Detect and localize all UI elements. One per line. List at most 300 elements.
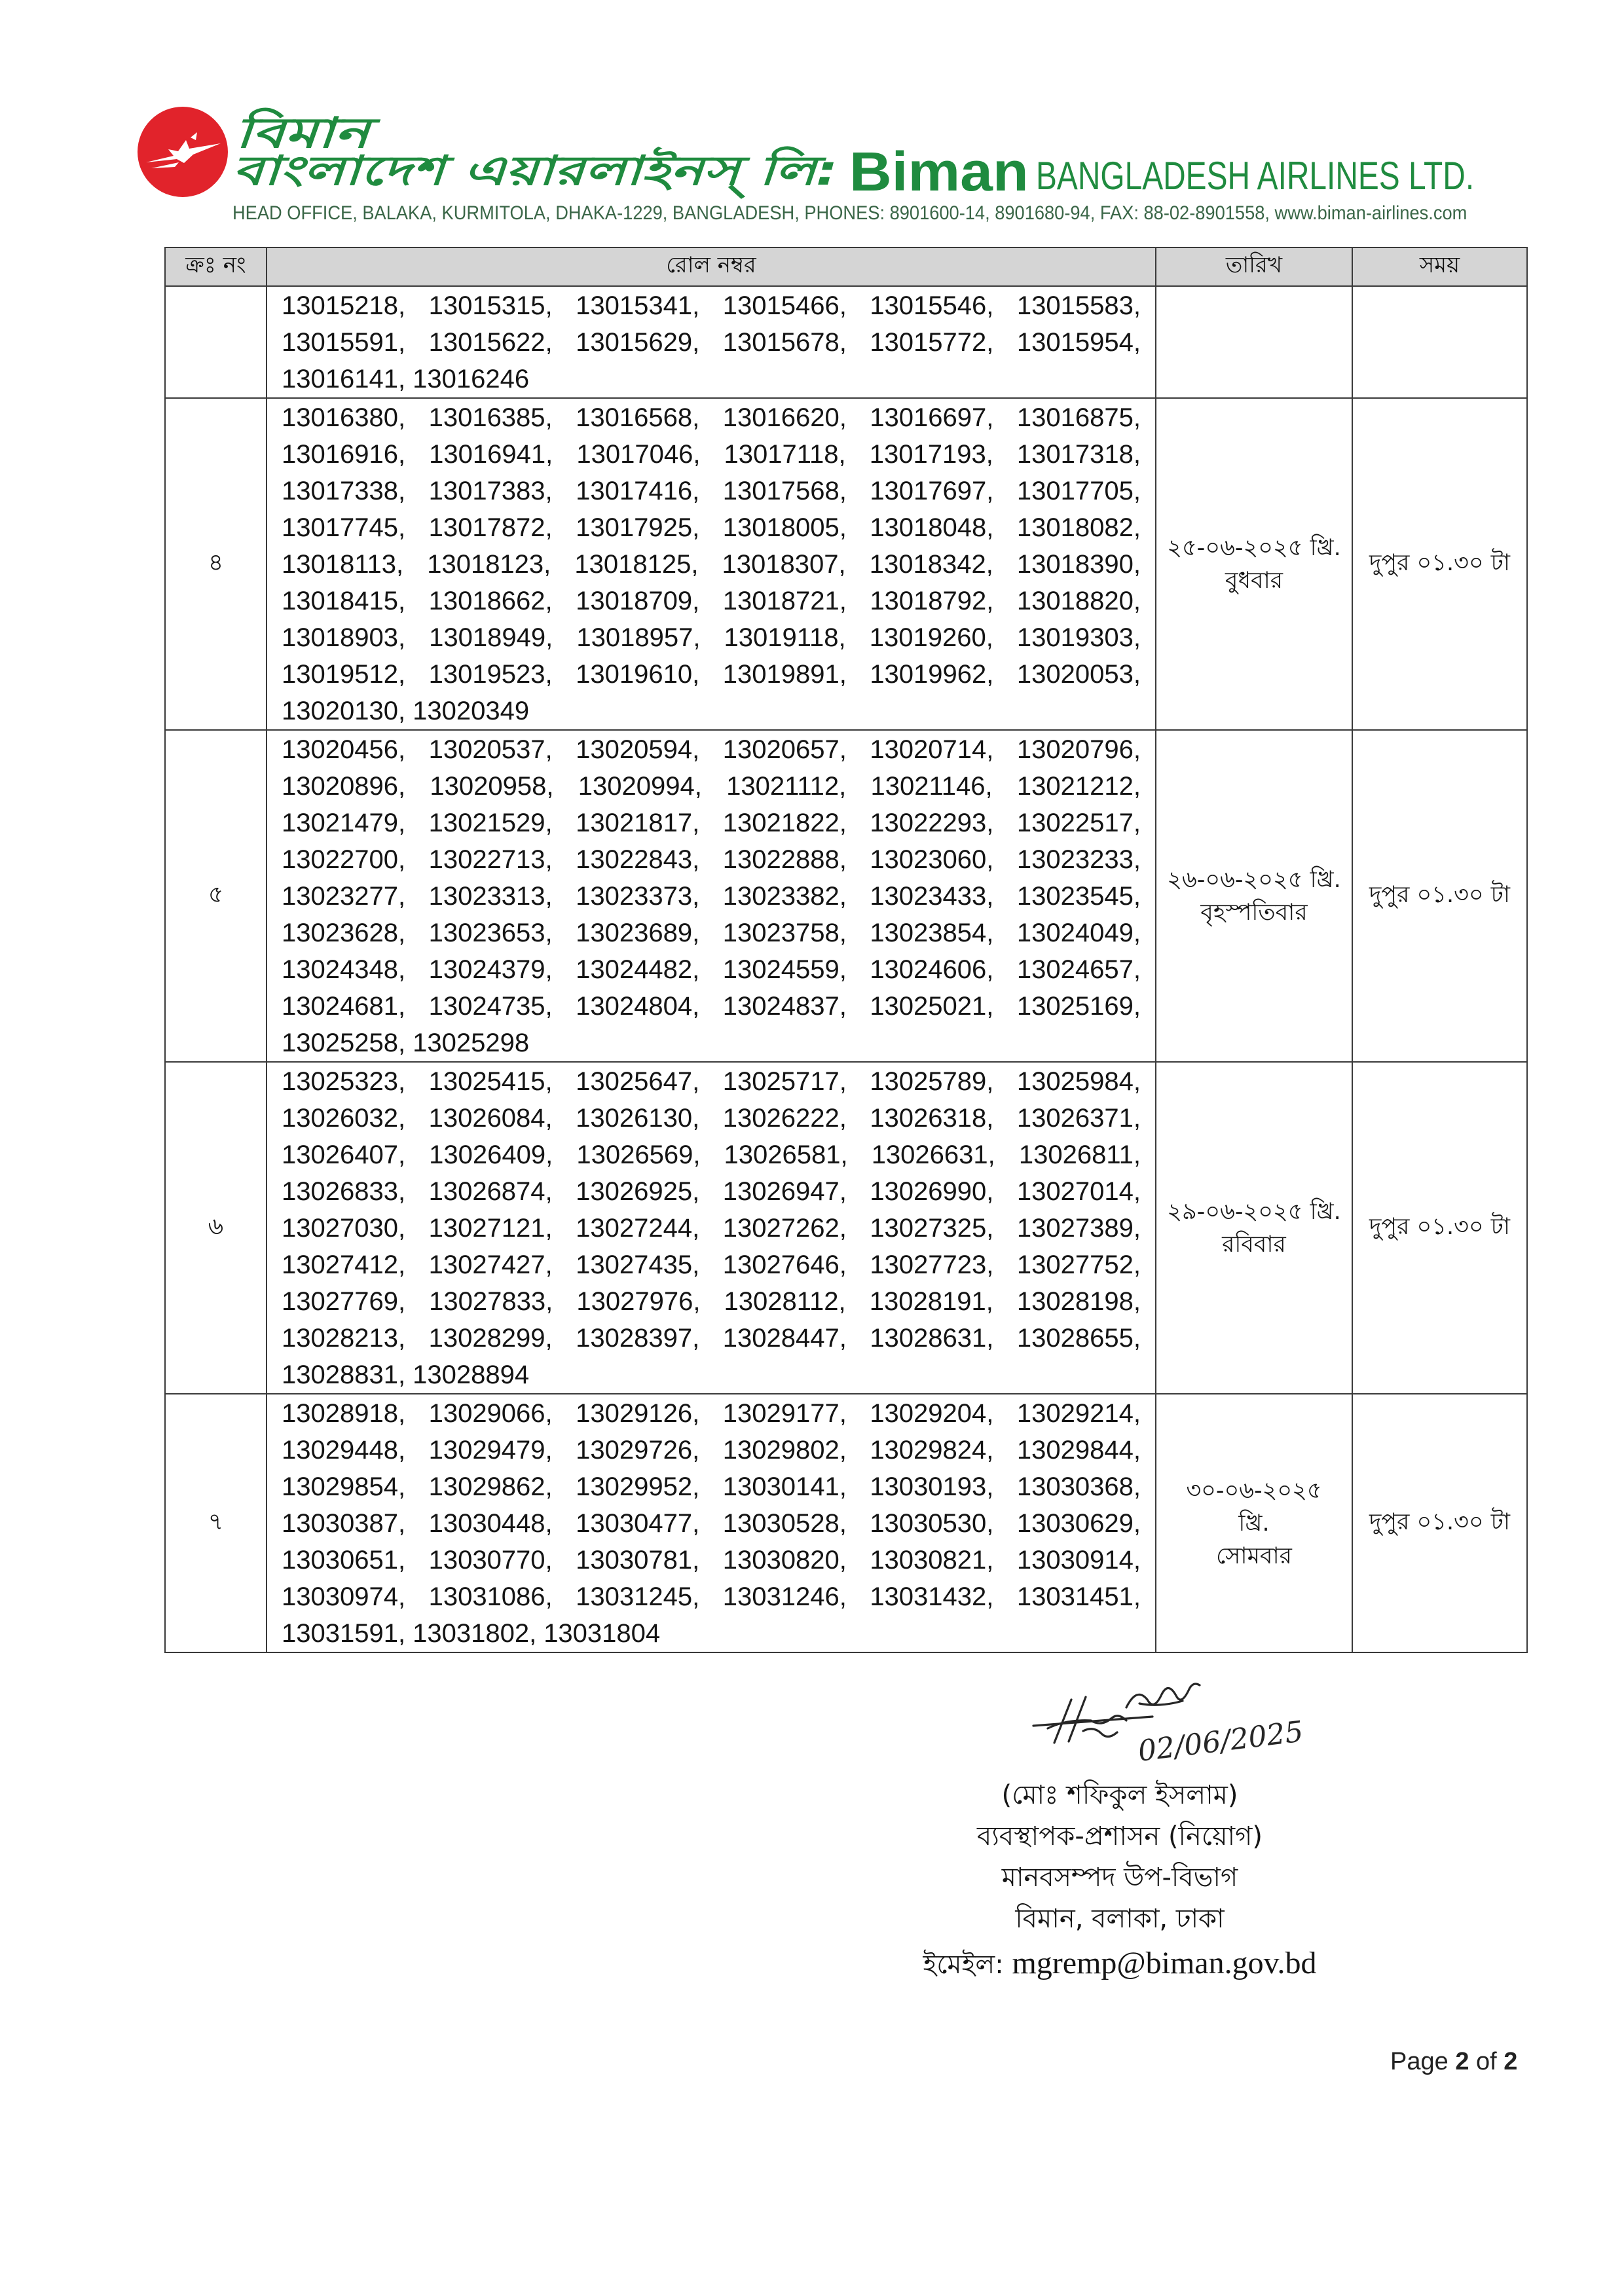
date-line [1156, 1195, 1352, 1228]
roll-line [282, 1615, 1141, 1652]
roll-number: 13028918 , [282, 1395, 405, 1432]
roll-number: 13027646 , [723, 1247, 847, 1283]
roll-number: 13018949 , [429, 619, 553, 656]
roll-number: 13025298 [413, 1029, 530, 1057]
roll-number: 13016380 , [282, 399, 405, 436]
roll-line [282, 546, 1141, 583]
roll-number: 13015315 , [429, 287, 553, 324]
roll-line [282, 583, 1141, 619]
roll-line [282, 731, 1141, 768]
roll-list-cell [267, 286, 1156, 398]
roll-number: 13031802 , [413, 1615, 536, 1652]
roll-line [282, 915, 1141, 951]
exam-day: বৃহস্পতিবার [1200, 899, 1308, 926]
roll-list-cell [267, 1394, 1156, 1652]
roll-number: 13027030 , [282, 1210, 405, 1247]
serial-cell [165, 286, 267, 398]
roll-number: 13017046 , [576, 436, 700, 473]
roll-number: 13026032 , [282, 1100, 405, 1137]
roll-number: 13024379 , [429, 951, 553, 988]
roll-number: 13018113 , [282, 546, 403, 583]
roll-number: 13019891 , [723, 656, 847, 693]
roll-number: 13028631 , [870, 1320, 993, 1357]
roll-line [282, 768, 1141, 805]
roll-number: 13027435 , [576, 1247, 699, 1283]
roll-number: 13022700 , [282, 841, 405, 878]
roll-list-cell [267, 1062, 1156, 1394]
roll-number: 13016941 , [429, 436, 553, 473]
roll-number: 13020657 , [723, 731, 847, 768]
roll-number: 13029862 , [429, 1468, 553, 1505]
roll-number: 13015622 , [429, 324, 553, 361]
roll-number: 13027412 , [282, 1247, 405, 1283]
handwritten-signature [1028, 1677, 1316, 1776]
roll-number: 13021822 , [723, 805, 847, 841]
roll-number: 13030770 , [429, 1542, 553, 1578]
roll-number: 13025323 , [282, 1063, 405, 1100]
signatory-block [877, 1775, 1362, 1988]
serial-cell: ৬ [165, 1062, 267, 1394]
roll-line [282, 841, 1141, 878]
roll-number: 13030448 , [429, 1505, 553, 1542]
roll-line [282, 436, 1141, 473]
roll-number: 13027262 , [723, 1210, 847, 1247]
roll-number: 13028112 , [724, 1283, 846, 1320]
roll-number: 13016697 , [870, 399, 993, 436]
roll-number: 13029824 , [870, 1432, 993, 1468]
roll-number: 13018125 , [574, 546, 698, 583]
roll-number: 13026990 , [870, 1173, 993, 1210]
roll-number: 13024482 , [576, 951, 699, 988]
roll-number: 13021817 , [576, 805, 699, 841]
roll-number: 13020994 , [578, 768, 702, 805]
roll-line [282, 1100, 1141, 1137]
roll-number: 13017318 , [1017, 436, 1141, 473]
table-row [165, 730, 1527, 1062]
roll-number: 13029126 , [576, 1395, 699, 1432]
roll-number: 13030821 , [870, 1542, 993, 1578]
roll-number: 13016875 , [1017, 399, 1141, 436]
roll-number: 13020958 , [430, 768, 553, 805]
roll-line [282, 1173, 1141, 1210]
roll-number: 13023628 , [282, 915, 405, 951]
exam-schedule-table [164, 247, 1528, 1653]
roll-number: 13018048 , [870, 509, 993, 546]
roll-line [282, 619, 1141, 656]
roll-number: 13019260 , [870, 619, 993, 656]
roll-number: 13018709 , [576, 583, 699, 619]
signatory-designation: ব্যবস্থাপক-প্রশাসন (নিয়োগ) [977, 1821, 1263, 1851]
logo-bengali-wordmark: বিমান [235, 109, 369, 158]
roll-number: 13024559 , [723, 951, 847, 988]
roll-number: 13030193 , [870, 1468, 993, 1505]
table-row [165, 398, 1527, 730]
roll-number: 13015591 , [282, 324, 405, 361]
roll-line [282, 1357, 1141, 1393]
date-cell [1156, 1394, 1352, 1652]
exam-date-era: খ্রি. [1310, 534, 1341, 561]
exam-date: ৩০-০৬-২০২৫ [1186, 1477, 1322, 1504]
roll-number: 13017193 , [870, 436, 993, 473]
roll-number: 13030530 , [870, 1505, 993, 1542]
roll-line [282, 1210, 1141, 1247]
roll-number: 13017416 , [576, 473, 699, 509]
biman-logo-icon [137, 106, 229, 198]
roll-number: 13027769 , [282, 1283, 405, 1320]
exam-date: ২৬-০৬-২০২৫ [1167, 866, 1303, 893]
roll-number: 13022713 , [429, 841, 553, 878]
roll-number: 13024049 , [1017, 915, 1141, 951]
roll-number: 13020796 , [1017, 731, 1141, 768]
roll-number: 13016141 , [282, 361, 405, 397]
time-cell: দুপুর ০১.৩০ টা [1352, 1394, 1527, 1652]
signatory-email-line [877, 1940, 1362, 1988]
exam-date: ২৯-০৬-২০২৫ [1167, 1198, 1303, 1225]
roll-number: 13017925 , [576, 509, 699, 546]
signature-date: 02/06/2025 [1136, 1715, 1306, 1768]
signatory-name: (মোঃ শফিকুল ইসলাম) [1001, 1780, 1238, 1810]
roll-number: 13026130 , [576, 1100, 699, 1137]
roll-number: 13029204 , [870, 1395, 993, 1432]
roll-number: 13017118 , [724, 436, 846, 473]
roll-number: 13025169 , [1017, 988, 1141, 1025]
roll-line [282, 1468, 1141, 1505]
roll-line [282, 509, 1141, 546]
roll-number: 13031451 , [1017, 1578, 1141, 1615]
roll-number: 13021529 , [429, 805, 553, 841]
roll-number: 13027389 , [1017, 1210, 1141, 1247]
roll-number: 13024681 , [282, 988, 405, 1025]
roll-number: 13016916 , [282, 436, 405, 473]
roll-line [282, 878, 1141, 915]
page-number [1390, 2049, 1517, 2074]
roll-number: 13030974 , [282, 1578, 405, 1615]
company-name-bengali: বাংলাদেশ এয়ারলাইনস্ লি: [232, 147, 838, 194]
roll-number: 13027325 , [870, 1210, 993, 1247]
head-office-address: HEAD OFFICE, BALAKA, KURMITOLA, DHAKA-1229, BANGLADESH, PHONES: 8901600-14, 8901680-94, FAX: 88-02-8901558, www.biman-airlines.com [232, 202, 1467, 224]
roll-number: 13030781 , [576, 1542, 699, 1578]
roll-number: 13028447 , [723, 1320, 847, 1357]
roll-number: 13030629 , [1017, 1505, 1141, 1542]
roll-number: 13029952 , [576, 1468, 699, 1505]
roll-number: 13023060 , [870, 841, 993, 878]
roll-number: 13023277 , [282, 878, 405, 915]
roll-number: 13017705 , [1017, 473, 1141, 509]
roll-number: 13018820 , [1017, 583, 1141, 619]
roll-number: 13015954 , [1017, 324, 1141, 361]
roll-number: 13029479 , [429, 1432, 553, 1468]
roll-number: 13023382 , [723, 878, 847, 915]
roll-number: 13017872 , [429, 509, 553, 546]
serial-cell: ৭ [165, 1394, 267, 1652]
roll-number: 13029066 , [429, 1395, 553, 1432]
roll-number: 13018903 , [282, 619, 405, 656]
roll-number: 13030914 , [1017, 1542, 1141, 1578]
roll-number: 13026407 , [282, 1137, 405, 1173]
table-header-row [165, 247, 1527, 286]
of-word: of [1476, 2048, 1497, 2075]
roll-number: 13029177 , [723, 1395, 847, 1432]
roll-number: 13015466 , [723, 287, 847, 324]
roll-number: 13015629 , [576, 324, 699, 361]
roll-number: 13021112 , [726, 768, 846, 805]
roll-line [282, 1578, 1141, 1615]
roll-number: 13019610 , [576, 656, 699, 693]
time-cell: দুপুর ০১.৩০ টা [1352, 730, 1527, 1062]
roll-number: 13018005 , [723, 509, 847, 546]
roll-number: 13025258 , [282, 1025, 405, 1061]
roll-number: 13028831 , [282, 1357, 405, 1393]
roll-number: 13022888 , [723, 841, 847, 878]
roll-number: 13028397 , [576, 1320, 699, 1357]
date-cell [1156, 398, 1352, 730]
roll-line [282, 1137, 1141, 1173]
roll-number: 13031804 [544, 1619, 661, 1648]
roll-line [282, 656, 1141, 693]
roll-number: 13020537 , [429, 731, 553, 768]
roll-number: 13025789 , [870, 1063, 993, 1100]
time-cell: দুপুর ০১.৩০ টা [1352, 398, 1527, 730]
roll-number: 13031086 , [429, 1578, 553, 1615]
roll-number: 13026947 , [723, 1173, 847, 1210]
roll-number: 13015583 , [1017, 287, 1141, 324]
roll-line [282, 1320, 1141, 1357]
roll-number: 13016568 , [576, 399, 699, 436]
roll-number: 13020349 [413, 697, 530, 725]
roll-number: 13023689 , [576, 915, 699, 951]
roll-number: 13031246 , [723, 1578, 847, 1615]
header-date: তারিখ [1156, 247, 1352, 286]
roll-number: 13029214 , [1017, 1395, 1141, 1432]
roll-number: 13023653 , [429, 915, 553, 951]
roll-number: 13018123 , [427, 546, 551, 583]
roll-line [282, 805, 1141, 841]
roll-number: 13018307 , [722, 546, 846, 583]
exam-date-era: খ্রি. [1310, 866, 1341, 893]
roll-number: 13021479 , [282, 805, 405, 841]
signatory-office: বিমান, বলাকা, ঢাকা [1015, 1904, 1225, 1934]
roll-number: 13027244 , [576, 1210, 699, 1247]
roll-number: 13023433 , [870, 878, 993, 915]
roll-number: 13026084 , [429, 1100, 553, 1137]
roll-line [282, 324, 1141, 361]
roll-number: 13017383 , [429, 473, 553, 509]
roll-line [282, 399, 1141, 436]
roll-number: 13028213 , [282, 1320, 405, 1357]
roll-line [282, 1505, 1141, 1542]
roll-number: 13016246 [413, 365, 530, 393]
time-cell [1352, 286, 1527, 398]
serial-cell: ৫ [165, 730, 267, 1062]
roll-number: 13023313 , [429, 878, 553, 915]
roll-line [282, 361, 1141, 397]
roll-number: 13015341 , [576, 287, 699, 324]
header-serial: ক্রঃ নং [165, 247, 267, 286]
header-roll-number: রোল নম্বর [267, 247, 1156, 286]
roll-number: 13018342 , [870, 546, 993, 583]
exam-date: ২৫-০৬-২০২৫ [1167, 534, 1303, 561]
roll-number: 13015678 , [723, 324, 847, 361]
roll-number: 13028299 , [429, 1320, 553, 1357]
roll-number: 13029802 , [723, 1432, 847, 1468]
roll-number: 13026569 , [576, 1137, 700, 1173]
roll-number: 13031432 , [870, 1578, 993, 1615]
roll-number: 13029854 , [282, 1468, 405, 1505]
roll-number: 13030528 , [723, 1505, 847, 1542]
roll-number: 13026409 , [429, 1137, 553, 1173]
roll-number: 13023758 , [723, 915, 847, 951]
roll-number: 13018792 , [870, 583, 993, 619]
roll-number: 13020594 , [576, 731, 699, 768]
roll-line [282, 1432, 1141, 1468]
roll-number: 13030820 , [723, 1542, 847, 1578]
roll-line [282, 1063, 1141, 1100]
roll-number: 13019962 , [870, 656, 993, 693]
roll-number: 13017745 , [282, 509, 405, 546]
date-line [1156, 864, 1352, 896]
exam-day: সোমবার [1216, 1542, 1292, 1569]
roll-number: 13020130 , [282, 693, 405, 729]
roll-number: 13024804 , [576, 988, 699, 1025]
roll-number: 13022517 , [1017, 805, 1141, 841]
roll-number: 13030477 , [576, 1505, 699, 1542]
roll-number: 13016385 , [429, 399, 553, 436]
roll-number: 13030368 , [1017, 1468, 1141, 1505]
roll-number: 13017568 , [723, 473, 847, 509]
roll-number: 13024735 , [429, 988, 553, 1025]
roll-number: 13024657 , [1017, 951, 1141, 988]
roll-number: 13027014 , [1017, 1173, 1141, 1210]
roll-line [282, 1395, 1141, 1432]
roll-line [282, 1247, 1141, 1283]
roll-number: 13030387 , [282, 1505, 405, 1542]
exam-day: রবিবার [1222, 1231, 1286, 1258]
date-cell [1156, 730, 1352, 1062]
email-address: mgremp@biman.gov.bd [1012, 1946, 1317, 1980]
roll-number: 13031591 , [282, 1615, 405, 1652]
roll-line [282, 693, 1141, 729]
roll-number: 13015218 , [282, 287, 405, 324]
header-time: সময় [1352, 247, 1527, 286]
roll-number: 13019512 , [282, 656, 405, 693]
roll-number: 13028191 , [870, 1283, 993, 1320]
exam-day: বুধবার [1225, 567, 1283, 594]
roll-number: 13029448 , [282, 1432, 405, 1468]
roll-number: 13020714 , [870, 731, 993, 768]
roll-line [282, 951, 1141, 988]
roll-number: 13018662 , [429, 583, 553, 619]
roll-number: 13031245 , [576, 1578, 699, 1615]
roll-line [282, 1025, 1141, 1061]
roll-number: 13026811 , [1019, 1137, 1141, 1173]
roll-number: 13026925 , [576, 1173, 699, 1210]
roll-number: 13019118 , [724, 619, 846, 656]
roll-number: 13023233 , [1017, 841, 1141, 878]
roll-number: 13015772 , [870, 324, 993, 361]
current-page: 2 [1455, 2048, 1469, 2075]
roll-number: 13026222 , [723, 1100, 847, 1137]
brand-wordmark: Biman [849, 141, 1029, 202]
roll-number: 13030141 , [723, 1468, 847, 1505]
roll-number: 13026371 , [1017, 1100, 1141, 1137]
roll-number: 13019303 , [1017, 619, 1141, 656]
roll-line [282, 473, 1141, 509]
roll-number: 13029844 , [1017, 1432, 1141, 1468]
roll-number: 13024837 , [723, 988, 847, 1025]
email-label: ইমেইল: [923, 1950, 1004, 1980]
roll-number: 13030651 , [282, 1542, 405, 1578]
roll-number: 13015546 , [870, 287, 993, 324]
exam-date-era: খ্রি. [1238, 1510, 1270, 1537]
table-row [165, 1062, 1527, 1394]
time-cell: দুপুর ০১.৩০ টা [1352, 1062, 1527, 1394]
roll-number: 13021146 , [871, 768, 993, 805]
company-name-english: BANGLADESH AIRLINES LTD. [1036, 154, 1475, 198]
roll-number: 13018721 , [723, 583, 847, 619]
roll-line [282, 988, 1141, 1025]
roll-number: 13028655 , [1017, 1320, 1141, 1357]
roll-number: 13026874 , [429, 1173, 553, 1210]
roll-number: 13028198 , [1017, 1283, 1141, 1320]
roll-number: 13026833 , [282, 1173, 405, 1210]
serial-cell: ৪ [165, 398, 267, 730]
roll-number: 13025415 , [429, 1063, 553, 1100]
roll-list-cell [267, 398, 1156, 730]
roll-number: 13027427 , [429, 1247, 553, 1283]
roll-number: 13027723 , [870, 1247, 993, 1283]
roll-number: 13027121 , [429, 1210, 553, 1247]
roll-number: 13020456 , [282, 731, 405, 768]
roll-number: 13023854 , [870, 915, 993, 951]
roll-line [282, 1283, 1141, 1320]
roll-number: 13018415 , [282, 583, 405, 619]
date-cell [1156, 286, 1352, 398]
roll-number: 13027752 , [1017, 1247, 1141, 1283]
roll-number: 13017697 , [870, 473, 993, 509]
roll-number: 13018957 , [576, 619, 700, 656]
roll-line [282, 1542, 1141, 1578]
roll-number: 13025021 , [870, 988, 993, 1025]
roll-number: 13023545 , [1017, 878, 1141, 915]
roll-number: 13027833 , [429, 1283, 553, 1320]
roll-number: 13024606 , [870, 951, 993, 988]
roll-number: 13026581 , [724, 1137, 848, 1173]
roll-number: 13019523 , [429, 656, 553, 693]
roll-number: 13024348 , [282, 951, 405, 988]
roll-number: 13028894 [413, 1360, 530, 1389]
roll-number: 13027976 , [576, 1283, 700, 1320]
roll-number: 13022293 , [870, 805, 993, 841]
roll-number: 13021212 , [1017, 768, 1141, 805]
roll-list-cell [267, 730, 1156, 1062]
roll-number: 13025647 , [576, 1063, 699, 1100]
roll-number: 13026318 , [870, 1100, 993, 1137]
roll-number: 13018390 , [1017, 546, 1141, 583]
roll-number: 13023373 , [576, 878, 699, 915]
date-line [1156, 532, 1352, 564]
table-row [165, 1394, 1527, 1652]
roll-number: 13018082 , [1017, 509, 1141, 546]
roll-number: 13016620 , [723, 399, 847, 436]
date-cell [1156, 1062, 1352, 1394]
roll-number: 13017338 , [282, 473, 405, 509]
roll-number: 13025717 , [723, 1063, 847, 1100]
table-row [165, 286, 1527, 398]
roll-number: 13026631 , [872, 1137, 995, 1173]
signatory-department: মানবসম্পদ উপ-বিভাগ [1001, 1863, 1238, 1893]
roll-number: 13022843 , [576, 841, 699, 878]
roll-number: 13020896 , [282, 768, 405, 805]
